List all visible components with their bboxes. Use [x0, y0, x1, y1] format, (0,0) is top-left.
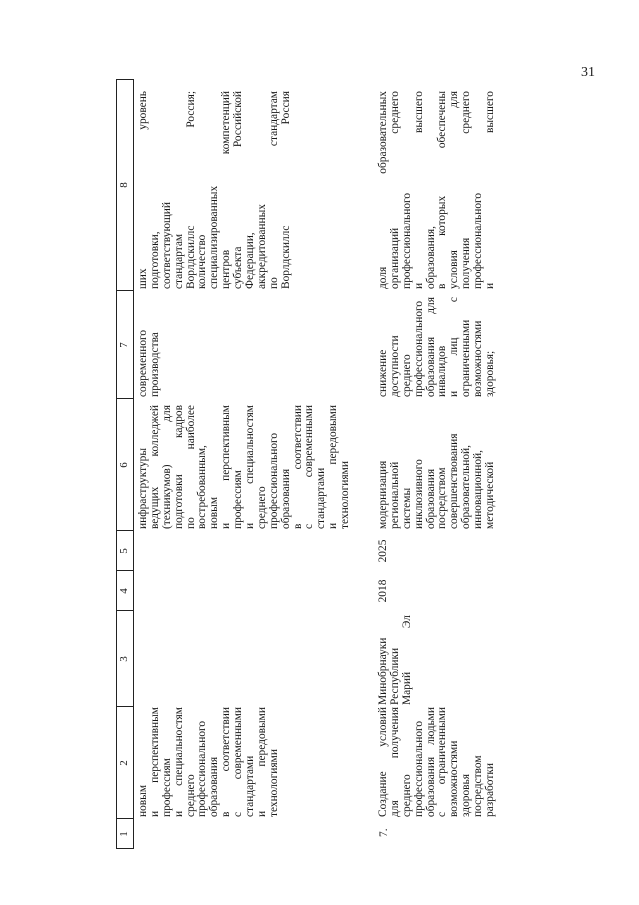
cell-line: в соответствии	[220, 707, 233, 817]
cell-line: производства	[148, 332, 161, 397]
cell-line: образования для	[424, 297, 437, 397]
cell-line: образования	[424, 468, 437, 529]
cell-line: и высшего	[412, 91, 425, 289]
col-divider	[116, 570, 134, 571]
cell-line: инклюзивного	[412, 459, 425, 529]
col-divider	[116, 79, 134, 80]
row1-measures-cell	[138, 405, 352, 529]
header-col-2: 2	[118, 760, 130, 766]
col-divider	[116, 398, 134, 399]
rotated-table	[116, 79, 586, 849]
header-col-7: 7	[118, 342, 130, 348]
cell-line: технологиями	[267, 749, 280, 817]
cell-line: профессионального	[196, 720, 209, 817]
cell-line: центров компетенций	[220, 91, 233, 289]
col-divider	[116, 848, 134, 849]
cell-line: и передовыми	[327, 405, 340, 529]
cell-line: для получения	[388, 707, 401, 817]
cell-line: среднего	[400, 774, 413, 817]
row2-number: 7.	[378, 828, 390, 837]
cell-line: образования	[208, 756, 221, 817]
cell-line: модернизация	[377, 460, 389, 529]
cell-line: организаций среднего	[388, 91, 401, 289]
cell-line: Федерации,	[244, 232, 257, 289]
cell-line: профессионального	[267, 432, 280, 529]
row1-problems-cell	[138, 297, 162, 397]
cell-line: Ворлдскиллс Россия	[279, 91, 292, 289]
cell-line: и специальностям	[244, 405, 257, 529]
cell-line: профессионального	[472, 192, 485, 289]
cell-line: профессионального	[412, 300, 425, 397]
cell-line: среднего	[184, 774, 197, 817]
cell-line: с ограниченными	[436, 707, 449, 817]
cell-line: профессионального	[400, 192, 413, 289]
header-col-3: 3	[118, 656, 130, 662]
cell-line: и лиц с	[448, 297, 461, 397]
cell-line: среднего	[255, 486, 268, 529]
header-col-1: 1	[118, 831, 130, 837]
row2-start-year: 2018	[377, 579, 389, 603]
cell-line: количество	[196, 234, 209, 289]
cell-line: инфраструктуры	[137, 448, 149, 529]
cell-line: новым	[208, 496, 221, 529]
cell-line: профессиям	[160, 758, 173, 817]
cell-line: и перспективным	[220, 405, 233, 529]
cell-line: доля образовательных	[377, 91, 389, 289]
page-number: 31	[581, 65, 595, 80]
cell-line: среднего	[400, 354, 413, 397]
cell-line: стандартами	[244, 755, 257, 817]
col-divider	[116, 818, 134, 819]
header-col-6: 6	[118, 462, 130, 468]
row2-task-cell	[378, 707, 497, 817]
cell-line: профессионального	[412, 720, 425, 817]
cell-line: (техникумов) для	[160, 405, 173, 529]
cell-line: Ворлдскиллс Россия;	[184, 91, 197, 289]
cell-line: Создание условий	[377, 707, 389, 817]
cell-line: в соответствии	[291, 405, 304, 529]
col-divider	[116, 530, 134, 531]
cell-line: посредством	[436, 467, 449, 529]
row2-measures-cell	[378, 405, 497, 529]
row2-executor-cell	[378, 615, 414, 705]
cell-line: с современными	[232, 707, 245, 817]
col-divider	[116, 290, 134, 291]
col-divider	[116, 610, 134, 611]
cell-line: специализированных	[208, 185, 221, 289]
cell-line: совершенствования	[448, 433, 461, 529]
cell-line: подготовки кадров	[172, 405, 185, 529]
row1-task-cell	[138, 707, 281, 817]
cell-line: аккредитованных	[255, 204, 268, 289]
cell-line: разработки	[484, 763, 497, 817]
header-col-4: 4	[118, 588, 130, 594]
cell-line: системы	[400, 487, 413, 529]
cell-line: по наиболее	[184, 405, 197, 529]
cell-line: профессиям	[232, 470, 245, 529]
cell-line: получения среднего	[460, 91, 473, 289]
cell-line: Минобрнауки	[377, 637, 389, 705]
cell-line: стандартам	[172, 233, 185, 289]
cell-line: здоровья	[460, 774, 473, 817]
cell-line: образования	[279, 468, 292, 529]
header-col-8: 8	[118, 182, 130, 188]
cell-line: и передовыми	[255, 707, 268, 817]
cell-line: здоровья;	[484, 350, 497, 397]
cell-line: образования людьми	[424, 707, 437, 817]
cell-line: возможностями	[472, 320, 485, 397]
cell-line: ведущих колледжей	[148, 405, 161, 529]
cell-line: ших уровень	[137, 91, 149, 289]
cell-line: новым	[137, 784, 149, 817]
cell-line: Республики	[388, 647, 401, 705]
cell-line: инновационной,	[472, 450, 485, 529]
cell-line: и высшего	[484, 91, 497, 289]
cell-line: востребованным,	[196, 445, 209, 529]
cell-line: ограниченными	[460, 319, 473, 397]
cell-line: соответствующий	[160, 202, 173, 289]
header-top-border	[116, 79, 117, 849]
cell-line: условия для	[448, 91, 461, 289]
cell-line: региональной	[388, 461, 401, 529]
cell-line: субъекта Российской	[232, 91, 245, 289]
cell-line: посредством	[472, 755, 485, 817]
cell-line: технологиями	[339, 461, 352, 529]
cell-line: по стандартам	[267, 91, 280, 289]
cell-line: подготовки,	[148, 231, 161, 289]
row2-problems-cell	[378, 297, 497, 397]
row2-indicators-cell	[378, 91, 497, 289]
cell-line: доступности	[388, 335, 401, 397]
cell-line: и специальностям	[172, 707, 185, 817]
cell-line: методической	[484, 461, 497, 529]
header-col-5: 5	[118, 548, 130, 554]
row2-end-year: 2025	[377, 539, 389, 563]
row1-indicators-cell	[138, 91, 293, 289]
cell-line: современного	[137, 329, 149, 397]
cell-line: с современными	[303, 405, 316, 529]
cell-line: в которых обеспечены	[436, 91, 449, 289]
cell-line: и перспективным	[148, 707, 161, 817]
cell-line: возможностями	[448, 740, 461, 817]
cell-line: стандартами	[315, 467, 328, 529]
cell-line: инвалидов	[436, 345, 449, 397]
cell-line: образования,	[424, 226, 437, 289]
cell-line: Марий Эл	[400, 615, 413, 705]
cell-line: снижение	[377, 349, 389, 397]
col-divider	[116, 706, 134, 707]
cell-line: образовательной,	[460, 444, 473, 529]
header-bottom-border	[133, 79, 134, 849]
